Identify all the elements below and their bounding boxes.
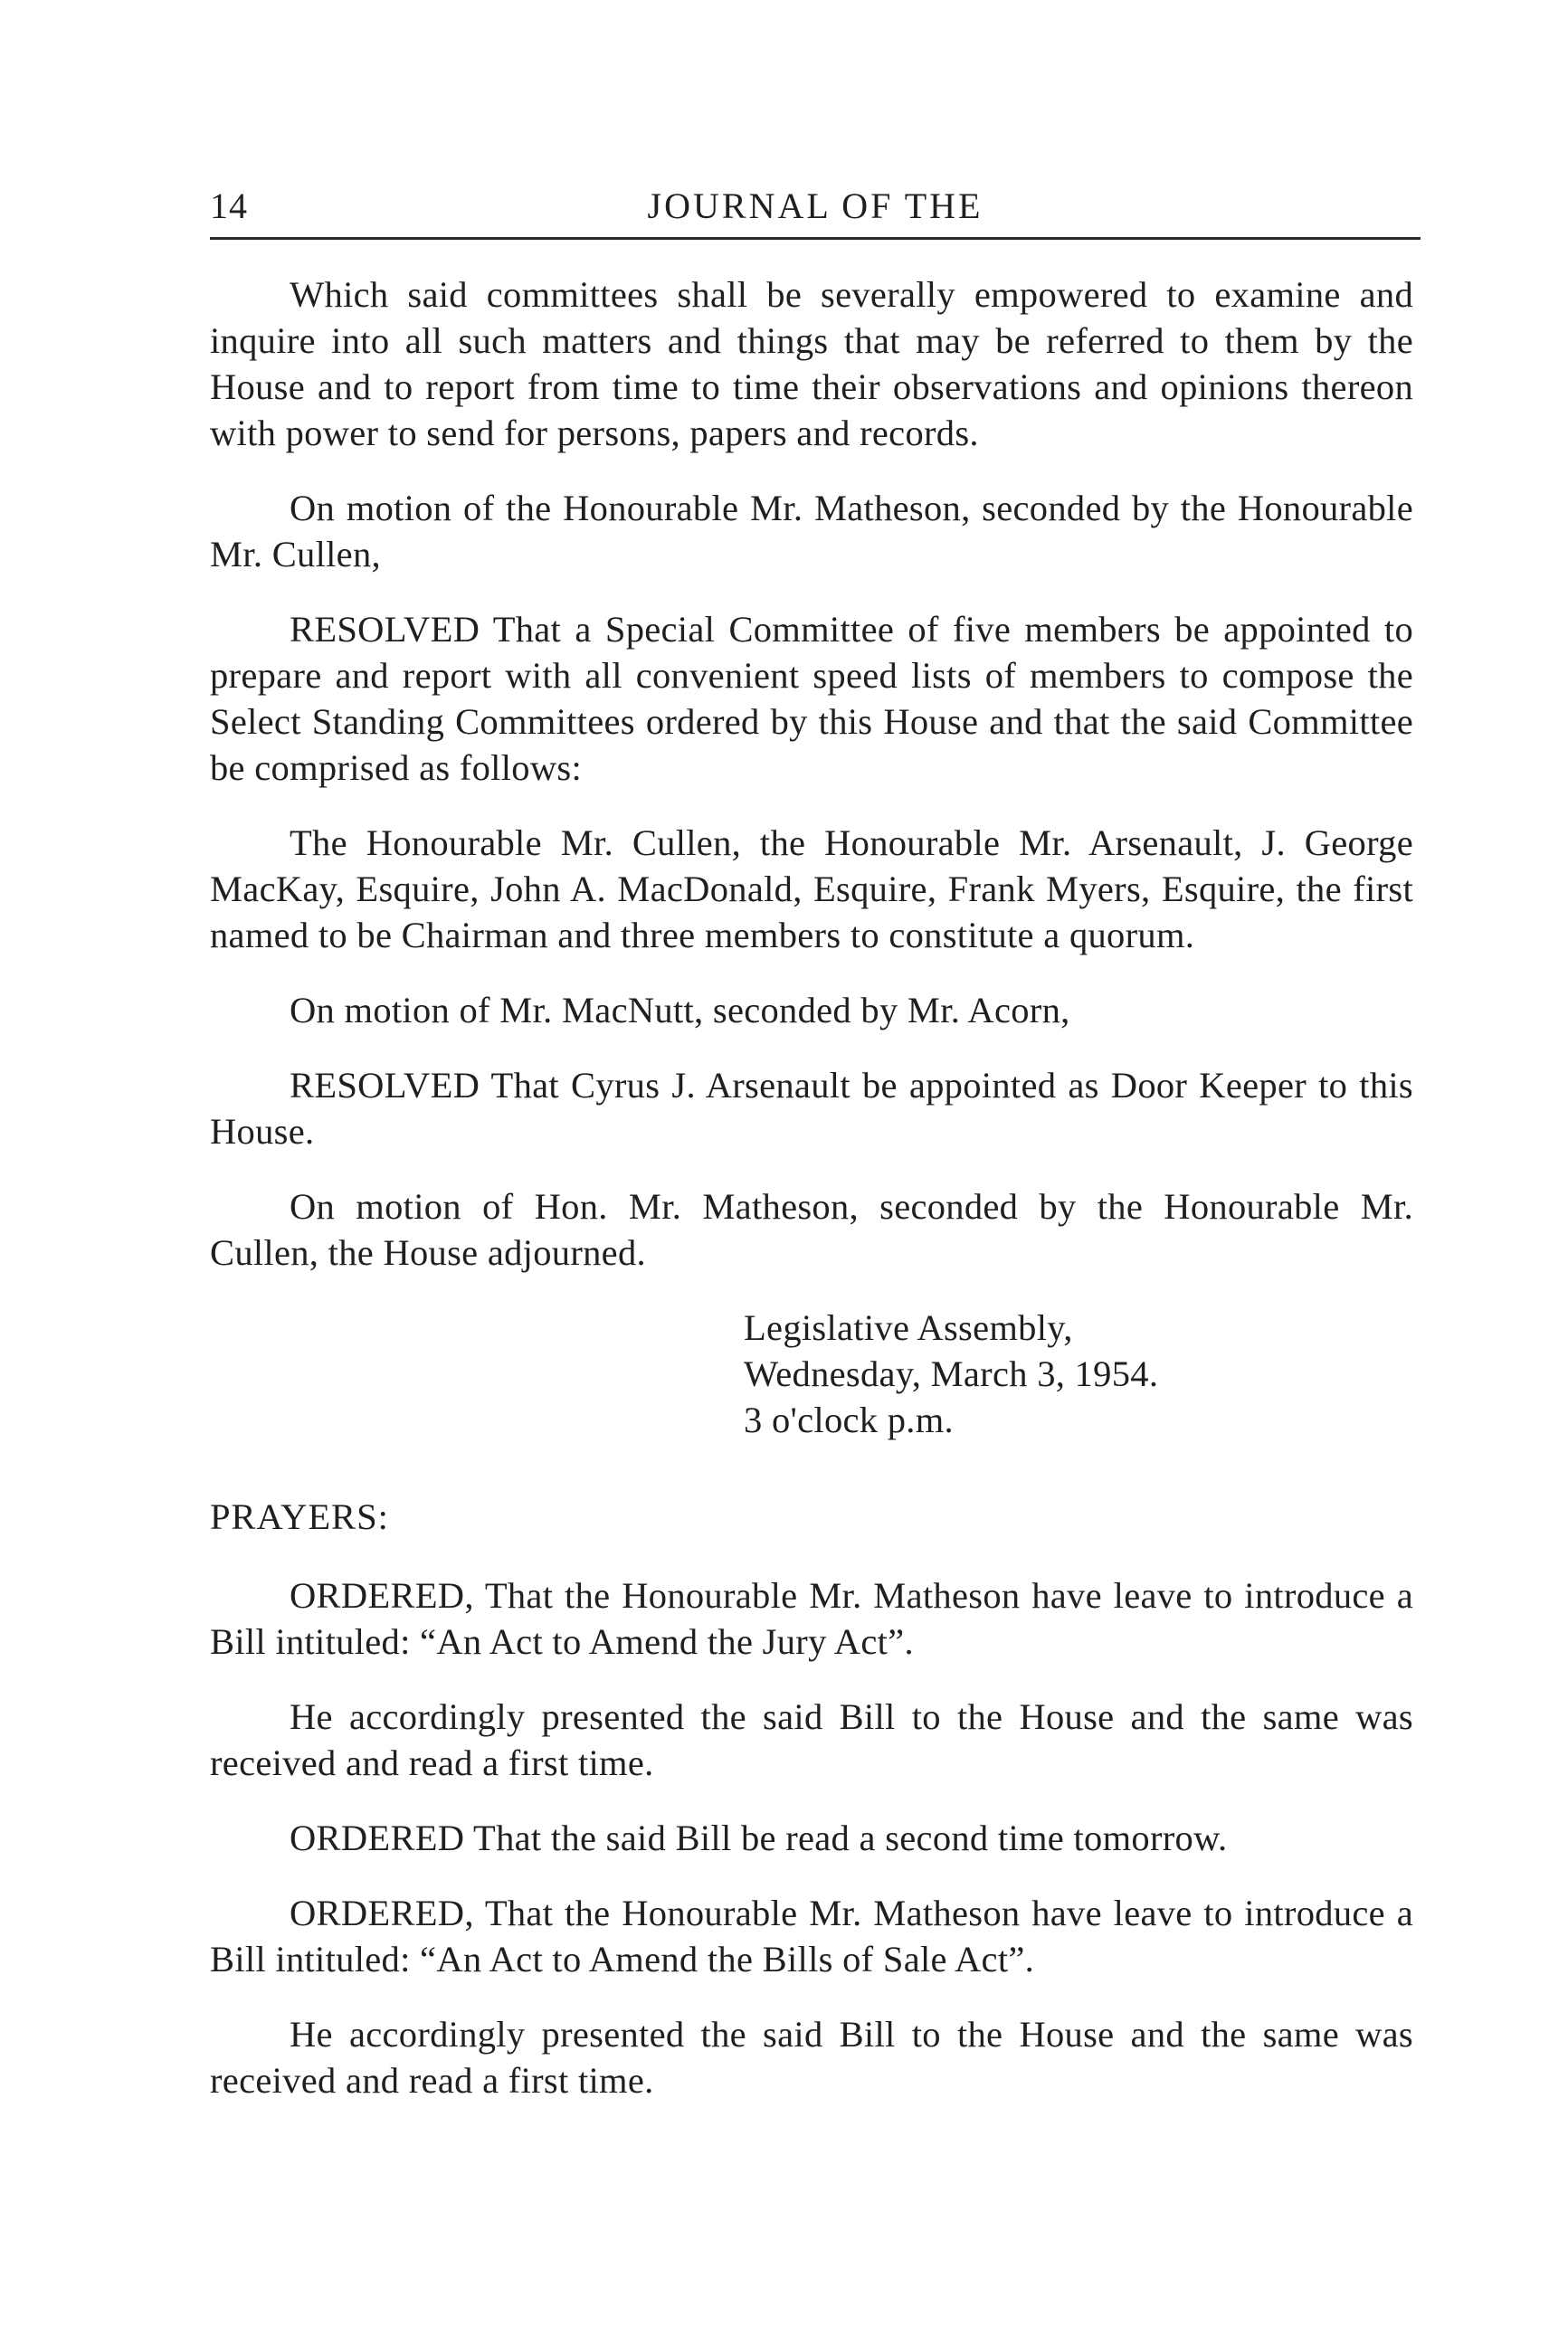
committees-powers-paragraph: Which said committees shall be severally empowered to examine and inquire into all such matters and things that may be referred to them by the House and to report from time to time their observations and opinions thereon with power to send for persons, papers and records. <box>210 274 1413 453</box>
sitting-dateline <box>744 1305 1413 1443</box>
bill-presented-paragraph: He accordingly presented the said Bill to the House and the same was received and read a first time. <box>210 1696 1413 1783</box>
committee-members-paragraph: The Honourable Mr. Cullen, the Honourable Mr. Arsenault, J. George MacKay, Esquire, John A. MacDonald, Esquire, Frank Myers, Esquire, the first named to be Chairman and three members to constitute a quorum. <box>210 822 1413 955</box>
order-paragraph: ORDERED That the said Bill be read a second time tomorrow. <box>290 1818 1228 1858</box>
journal-body <box>210 271 1413 2132</box>
order-paragraph: ORDERED, That the Honourable Mr. Matheson have leave to introduce a Bill intituled: “An Act to Amend the Jury Act”. <box>210 1575 1413 1662</box>
dateline-date: Wednesday, March 3, 1954. <box>744 1353 1159 1394</box>
page-header <box>210 174 1421 240</box>
page-number: 14 <box>210 185 248 226</box>
resolution-paragraph: RESOLVED That Cyrus J. Arsenault be appointed as Door Keeper to this House. <box>210 1065 1413 1152</box>
dateline-assembly: Legislative Assembly, <box>744 1307 1073 1348</box>
running-head: JOURNAL OF THE <box>647 185 984 226</box>
resolution-paragraph: RESOLVED That a Special Committee of five members be appointed to prepare and report with all convenient speed lists of members to compose the Select Standing Committees ordered by this House and that the said Committee be comprised as follows: <box>210 609 1413 788</box>
motion-paragraph: On motion of the Honourable Mr. Matheson, seconded by the Honourable Mr. Cullen, <box>210 488 1413 574</box>
adjournment-paragraph: On motion of Hon. Mr. Matheson, seconded by the Honourable Mr. Cullen, the House adjourned. <box>210 1186 1413 1273</box>
dateline-time: 3 o'clock p.m. <box>744 1400 954 1440</box>
motion-paragraph: On motion of Mr. MacNutt, seconded by Mr. Acorn, <box>290 990 1070 1030</box>
prayers-heading: PRAYERS: <box>210 1496 389 1537</box>
order-paragraph: ORDERED, That the Honourable Mr. Matheson have leave to introduce a Bill intituled: “An Act to Amend the Bills of Sale Act”. <box>210 1893 1413 1979</box>
bill-presented-paragraph: He accordingly presented the said Bill to the House and the same was received and read a first time. <box>210 2014 1413 2101</box>
